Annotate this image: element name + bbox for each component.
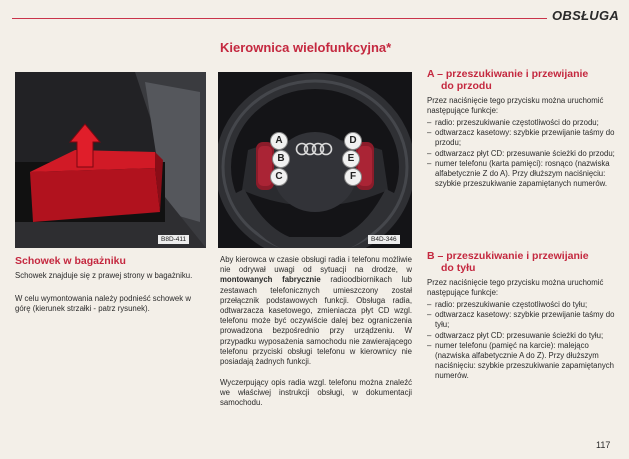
button-a-badge: A [270, 132, 288, 150]
steering-wheel-illustration [218, 72, 412, 248]
list-item: – radio: przeszukiwanie częstotliwości do tyłu; [427, 300, 619, 310]
button-e-badge: E [342, 150, 360, 168]
trunk-paragraph-2: W celu wymontowania należy podnieść schowek w górę (kierunek strzałki - patrz rysunek). [15, 294, 191, 314]
list-item: – odtwarzacz płyt CD: przesuwanie ścieżki do tyłu; [427, 331, 619, 341]
section-a-heading [427, 68, 588, 92]
steering-wheel-photo [218, 72, 412, 248]
page-number: 117 [596, 440, 611, 450]
section-b-intro: Przez naciśnięcie tego przycisku można uruchomić następujące funkcje: [427, 278, 604, 298]
section-b-heading [427, 250, 589, 274]
wheel-paragraph-1 [220, 255, 412, 367]
trunk-heading: Schowek w bagażniku [15, 255, 126, 267]
figure-label: B8D-411 [158, 235, 189, 244]
page-title: Kierownica wielofunkcyjna* [220, 40, 392, 55]
section-a-heading-line2: do przodu [441, 80, 492, 92]
button-d-badge: D [344, 132, 362, 150]
list-item: – numer telefonu (pamięć na karcie): malejąco (nazwiska alfabetycznie A do Z). Przy dłuższym naciśnięciu: szybkie przeszukiwanie zapamiętanych numerów. [427, 341, 619, 382]
button-f-badge: F [344, 168, 362, 186]
section-a-intro: Przez naciśnięcie tego przycisku można uruchomić następujące funkcje: [427, 96, 604, 116]
trunk-paragraph-1: Schowek znajduje się z prawej strony w bagażniku. [15, 271, 193, 280]
section-a-list [427, 118, 619, 189]
section-b-list [427, 300, 619, 382]
section-b-heading-line1: B – przeszukiwanie i przewijanie [427, 250, 589, 262]
wheel-paragraph-2: Wyczerpujący opis radia wzgl. telefonu można znaleźć we właściwej instrukcji obsługi, w dokumentacji samochodu. [220, 378, 412, 408]
header-rule [12, 18, 547, 19]
wheel-paragraph-1-bold: montowanych fabrycznie [220, 275, 321, 285]
list-item: – odtwarzacz kasetowy: szybkie przewijanie taśmy do tyłu; [427, 310, 619, 330]
list-item: – odtwarzacz kasetowy: szybkie przewijanie taśmy do przodu; [427, 128, 619, 148]
list-item: – odtwarzacz płyt CD: przesuwanie ścieżki do przodu; [427, 149, 619, 159]
trunk-compartment-photo [15, 72, 206, 248]
section-title: OBSŁUGA [552, 8, 620, 23]
wheel-paragraph-1-a: Aby kierowca w czasie obsługi radia i telefonu możliwie nie odrywał uwagi od sytuacji na drodze, w [220, 255, 412, 275]
list-item: – numer telefonu (karta pamięci): rosnąco (nazwiska alfabetycznie Z do A). Przy dłuższym naciśnięciu: szybkie przeszukiwanie zapamiętanych numerów. [427, 159, 619, 190]
list-item: – radio: przeszukiwanie częstotliwości do przodu; [427, 118, 619, 128]
trunk-illustration [15, 72, 206, 248]
section-b-heading-line2: do tyłu [441, 262, 476, 274]
section-a-heading-line1: A – przeszukiwanie i przewijanie [427, 68, 589, 80]
wheel-paragraph-1-b: radioodbiornikach lub zestawach telefonicznych umieszczony został przełącznik podstawowych funkcji. Obsługa radia, odtwarzacza kasetowego, zmieniacza płyt CD wzgl. telefonu może być oczywiście dalej bez ograniczenia prowadzona bezpośrednio przy urządzeniu. W przypadku wyposażenia samochodu nie zawierającego telefonu przyciski obsługi telefonu w kierownicy nie posiadają żadnych funkcji. [220, 275, 412, 367]
button-c-badge: C [270, 168, 288, 186]
button-b-badge: B [272, 150, 290, 168]
figure-label: B4D-346 [368, 235, 400, 244]
